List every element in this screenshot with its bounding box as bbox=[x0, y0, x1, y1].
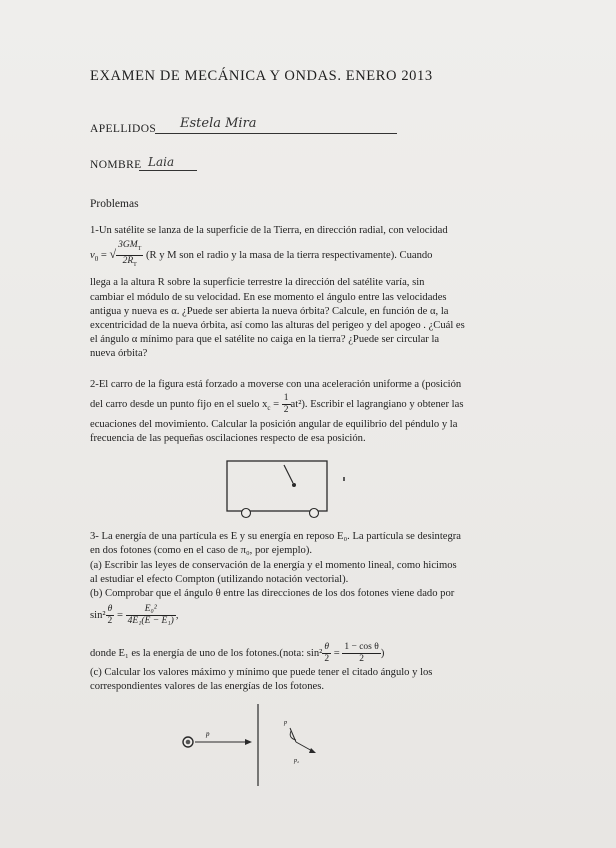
photon1-label: p bbox=[284, 720, 287, 726]
problem1-line3: llega a la altura R sobre la superficie terrestre la dirección del satélite varía, sin bbox=[90, 277, 425, 288]
note-cos-denominator: 2 bbox=[359, 654, 364, 664]
problem2-line2 bbox=[90, 393, 463, 416]
problem3-formula bbox=[90, 604, 179, 627]
problem1-line5: antigua y nueva es α. ¿Puede ser abierta la nueva órbita? Calcule, en función de α, la bbox=[90, 306, 449, 317]
velocity-denominator: 2R bbox=[122, 255, 134, 266]
pendulum-rod bbox=[284, 465, 293, 483]
energy-numerator: E₀² bbox=[126, 604, 176, 616]
problem1-line4: cambiar el módulo de su velocidad. En ese momento el ángulo entre las velocidades bbox=[90, 292, 447, 303]
formula-comma: , bbox=[175, 609, 179, 621]
problem2-line1: 2-El carro de la figura está forzado a moverse con una aceleración uniforme a (posición bbox=[90, 379, 462, 390]
problem3-line8: (c) Calcular los valores máximo y mínimo que puede tener el citado ángulo y los bbox=[90, 667, 433, 678]
velocity-symbol: v bbox=[90, 249, 95, 261]
note-cos-fraction bbox=[342, 642, 380, 665]
nombre-line bbox=[139, 170, 197, 171]
problem1-line2: $v_0$ = √ $\frac{3GM_T}{2R_T}$ (R y M son el radio y la masa de la tierra respectivamente). Cuando bbox=[90, 240, 432, 271]
theta-half-fraction bbox=[106, 604, 115, 627]
cart-wheel-left bbox=[242, 509, 251, 518]
problem3-line2: en dos fotones (como en el caso de π₀, por ejemplo). bbox=[90, 545, 313, 556]
momentum-label: p bbox=[206, 730, 210, 738]
momentum-arrowhead bbox=[245, 739, 252, 745]
problem3-note bbox=[90, 642, 384, 665]
problem2-line4: frecuencia de las pequeñas oscilaciones respecto de esa posición. bbox=[90, 433, 366, 444]
velocity-numerator: 3GM bbox=[118, 240, 138, 250]
exam-title: EXAMEN DE MECÁNICA Y ONDAS. ENERO 2013 bbox=[90, 68, 433, 84]
problem3-line1: 3- La energía de una partícula es E y su energía en reposo E₀. La partícula se desintegra bbox=[90, 531, 461, 542]
section-heading: Problemas bbox=[90, 198, 139, 210]
velocity-subscript: 0 bbox=[94, 254, 99, 263]
formula-equals: = bbox=[114, 609, 126, 621]
note-theta-numerator: θ bbox=[322, 642, 331, 654]
theta-numerator: θ bbox=[106, 604, 115, 616]
note-theta-denominator: 2 bbox=[324, 654, 330, 664]
velocity-equals: = bbox=[100, 249, 107, 261]
position-subscript: c bbox=[267, 404, 271, 413]
cart-wheel-right bbox=[310, 509, 319, 518]
theta-denominator: 2 bbox=[107, 616, 113, 626]
problem3-line3: (a) Escribir las leyes de conservación de la energía y el momento lineal, como hicimos bbox=[90, 560, 457, 571]
apellidos-line bbox=[155, 133, 397, 134]
problem1-line1: 1-Un satélite se lanza de la superficie de la Tierra, en dirección radial, con velocidad bbox=[90, 225, 448, 236]
problem2-line2-start: del carro desde un punto fijo en el suelo x bbox=[90, 398, 268, 410]
velocity-fraction bbox=[116, 240, 143, 271]
cart-pendulum-figure bbox=[220, 455, 355, 525]
problem3-line9: correspondientes valores de las energías de los fotones. bbox=[90, 681, 324, 692]
note-close: ) bbox=[380, 647, 385, 659]
position-equals: = bbox=[270, 398, 282, 410]
apellidos-label: APELLIDOS bbox=[90, 123, 157, 135]
velocity-denominator-sub: T bbox=[133, 261, 137, 268]
photon-decay-figure bbox=[170, 700, 340, 790]
note-cos-numerator: 1 − cos θ bbox=[344, 642, 379, 652]
problem2-line3: ecuaciones del movimiento. Calcular la posición angular de equilibrio del péndulo y la bbox=[90, 419, 458, 430]
note-text: donde E₁ es la energía de uno de los fotones.(nota: sin² bbox=[90, 647, 323, 659]
pendulum-bob bbox=[292, 483, 296, 487]
apellidos-handwriting: Estela Mira bbox=[180, 116, 257, 131]
half-denominator: 2 bbox=[283, 405, 289, 415]
energy-fraction bbox=[126, 604, 176, 627]
problem2-line2-end: at²). Escribir el lagrangiano y obtener las bbox=[290, 398, 464, 410]
nombre-label: NOMBRE bbox=[90, 159, 142, 171]
energy-denominator: 4E₁(E − E₁) bbox=[127, 616, 174, 626]
note-theta-fraction bbox=[322, 642, 331, 665]
half-numerator: 1 bbox=[283, 393, 289, 403]
cart-body bbox=[227, 461, 327, 511]
problem1-line7: el ángulo α mínimo para que el satélite no caiga en la tierra? ¿Puede ser circular la bbox=[90, 334, 440, 345]
problem1-line2-rest: (R y M son el radio y la masa de la tierra respectivamente). Cuando bbox=[145, 249, 433, 261]
photon2-arrowhead bbox=[309, 748, 316, 753]
photon2-label: p₂ bbox=[294, 758, 300, 764]
problem1-line6: excentricidad de la nueva órbita, así como las alturas del perigeo y del apogeo . ¿Cuál es bbox=[90, 320, 465, 331]
problem3-line4: al estudiar el efecto Compton (utilizando notación vectorial). bbox=[90, 574, 349, 585]
velocity-numerator-sub: T bbox=[137, 245, 142, 252]
nombre-handwriting: Laia bbox=[148, 155, 175, 169]
problem3-line5: (b) Comprobar que el ángulo θ entre las direcciones de los dos fotones viene dado por bbox=[90, 588, 455, 599]
sin-label: sin² bbox=[90, 609, 106, 621]
problem1-line8: nueva órbita? bbox=[90, 348, 148, 359]
particle-core bbox=[186, 740, 191, 745]
half-fraction bbox=[282, 393, 291, 416]
note-equals: = bbox=[331, 647, 343, 659]
